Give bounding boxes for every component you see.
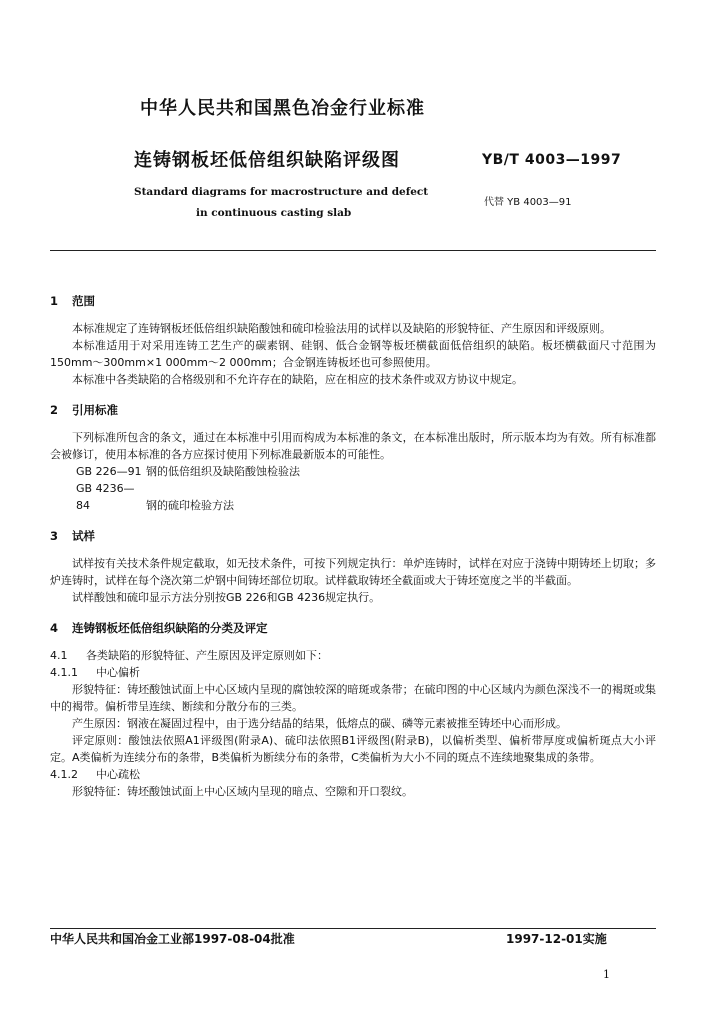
standard-number: YB/T 4003—1997 xyxy=(482,152,622,168)
subsection-title: 中心疏松 xyxy=(96,768,140,782)
paragraph: 评定原则：酸蚀法依照A1评级图(附录A)、硫印法依照B1评级图(附录B)，以偏析类型、偏析带厚度或偏析斑点大小评定。A类偏析为连续分布的条带，B类偏析为断续分布的条带，C类偏析为大小不同的斑点不连续地聚集成的条带。 xyxy=(50,734,656,765)
document-body xyxy=(50,293,656,814)
section-heading xyxy=(50,402,656,420)
section-title: 连铸钢板坯低倍组织缺陷的分类及评定 xyxy=(72,621,268,635)
subsection-text: 各类缺陷的形貌特征、产生原因及评定原则如下： xyxy=(86,648,328,662)
standard-title-en-line2: in continuous casting slab xyxy=(196,207,352,219)
page-number: 1 xyxy=(603,968,610,981)
reference-code: GB 226—91 xyxy=(76,464,142,478)
paragraph: 本标准适用于对采用连铸工艺生产的碳素钢、硅钢、低合金钢等板坯横截面低倍组织的缺陷。板坯横截面尺寸范围为150mm～300mm×1 000mm～2 000mm；合金钢连铸板坯也可参照使用。 xyxy=(50,338,656,369)
footer-divider xyxy=(50,928,656,929)
paragraph: 产生原因：钢液在凝固过程中，由于选分结晶的结果，低熔点的碳、磷等元素被推至铸坯中心而形成。 xyxy=(72,717,567,730)
replaces-note: 代替 YB 4003—91 xyxy=(484,197,572,208)
standard-title-zh: 连铸钢板坯低倍组织缺陷评级图 xyxy=(134,150,400,171)
reference-name: 钢的低倍组织及缺陷酸蚀检验法 xyxy=(146,464,300,478)
paragraph: 试样按有关技术条件规定截取，如无技术条件，可按下列规定执行：单炉连铸时，试样在对应于浇铸中期铸坯上切取；多炉连铸时，试样在每个浇次第二炉钢中间铸坯部位切取。试样截取铸坯全截面或大于铸坯宽度之半的半截面。 xyxy=(50,556,656,587)
standard-title-en-line1: Standard diagrams for macrostructure and defect xyxy=(134,186,429,198)
section-number: 2 xyxy=(50,403,59,417)
paragraph: 形貌特征：铸坯酸蚀试面上中心区域内呈现的腐蚀较深的暗斑或条带；在硫印图的中心区域内为颜色深浅不一的褐斑或集中的褐带。偏析带呈连续、断续和分散分布的三类。 xyxy=(50,682,656,713)
section-scope xyxy=(50,293,656,388)
reference-code: GB 4236—84 xyxy=(76,481,135,512)
implementation-date: 1997-12-01实施 xyxy=(506,932,607,946)
subsection-4-1-1-heading xyxy=(50,664,656,681)
reference-name: 钢的硫印检验方法 xyxy=(146,499,234,512)
subsection-number: 4.1 xyxy=(50,648,68,662)
subsection-4-1 xyxy=(50,647,656,664)
subsection-4-1-2-heading xyxy=(50,766,656,783)
subsection-number: 4.1.2 xyxy=(50,768,78,782)
subsection-number: 4.1.1 xyxy=(50,665,78,679)
reference-item xyxy=(50,480,656,514)
issuer-heading: 中华人民共和国黑色冶金行业标准 xyxy=(140,98,425,119)
section-number: 3 xyxy=(50,529,59,544)
header-divider xyxy=(50,250,656,251)
section-specimen xyxy=(50,528,656,606)
section-title: 试样 xyxy=(72,529,95,544)
section-title: 范围 xyxy=(72,294,95,308)
paragraph: 试样酸蚀和硫印显示方法分别按GB 226和GB 4236规定执行。 xyxy=(72,590,381,604)
section-heading xyxy=(50,620,656,638)
paragraph: 形貌特征：铸坯酸蚀试面上中心区域内呈现的暗点、空隙和开口裂纹。 xyxy=(72,785,413,799)
section-number: 1 xyxy=(50,294,59,308)
subsection-title: 中心偏析 xyxy=(96,665,140,679)
reference-item xyxy=(50,463,656,480)
paragraph: 下列标准所包含的条文，通过在本标准中引用而构成为本标准的条文，在本标准出版时，所示版本均为有效。所有标准都会被修订，使用本标准的各方应探讨使用下列标准最新版本的可能性。 xyxy=(50,430,656,461)
section-title: 引用标准 xyxy=(72,403,118,417)
section-heading xyxy=(50,528,656,546)
section-heading xyxy=(50,293,656,311)
section-classification xyxy=(50,620,656,800)
section-normative-references xyxy=(50,402,656,514)
paragraph: 本标准规定了连铸钢板坯低倍组织缺陷酸蚀和硫印检验法用的试样以及缺陷的形貌特征、产生原因和评级原则。 xyxy=(72,321,611,335)
paragraph: 本标准中各类缺陷的合格级别和不允许存在的缺陷，应在相应的技术条件或双方协议中规定。 xyxy=(72,372,523,386)
section-number: 4 xyxy=(50,621,59,635)
approval-date: 中华人民共和国冶金工业部1997-08-04批准 xyxy=(50,932,295,946)
